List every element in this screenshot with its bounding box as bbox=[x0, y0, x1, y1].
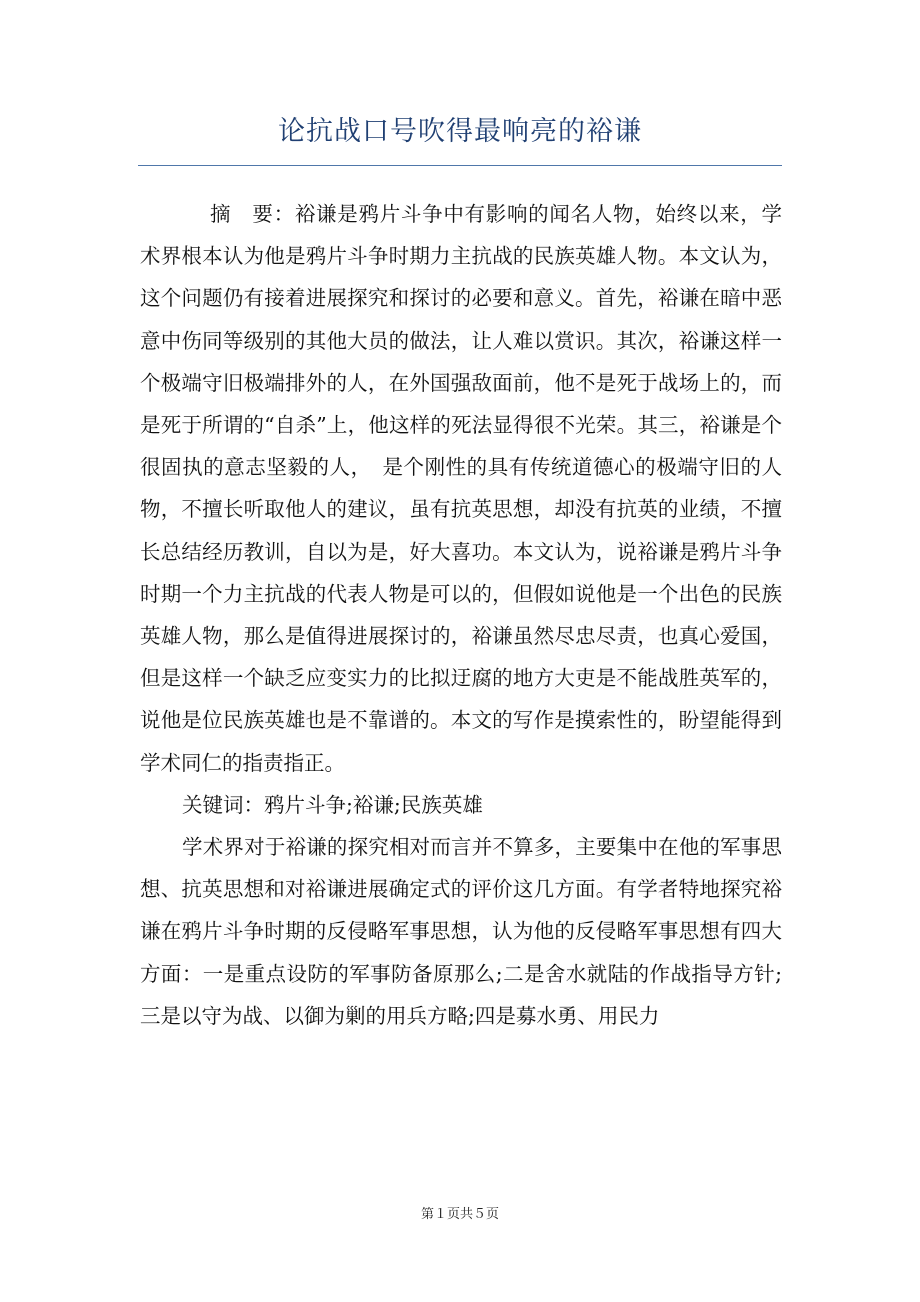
page-footer bbox=[0, 1206, 920, 1224]
document-body bbox=[140, 193, 782, 1037]
intro-paragraph: 学术界对于裕谦的探究相对而言并不算多，主要集中在他的军事思想、抗英思想和对裕谦进展确定式的评价这几方面。有学者特地探究裕谦在鸦片斗争时期的反侵略军事思想，认为他的反侵略军事思想有四大方面：一是重点设防的军事防备原那么;二是舍水就陆的作战指导方针;三是以守为战、以御为剿的用兵方略;四是募水勇、用民力 bbox=[140, 835, 782, 1028]
document-title: 论抗战口号吹得最响亮的裕谦 bbox=[278, 116, 642, 147]
abstract-paragraph: 摘 要：裕谦是鸦片斗争中有影响的闻名人物，始终以来，学术界根本认为他是鸦片斗争时期力主抗战的民族英雄人物。本文认为，这个问题仍有接着进展探究和探讨的必要和意义。首先，裕谦在暗中恶意中伤同等级别的其他大员的做法，让人难以赏识。其次，裕谦这样一个极端守旧极端排外的人，在外国强敌面前，他不是死于战场上的，而是死于所谓的“自杀”上，他这样的死法显得很不光荣。其三，裕谦是个很固执的意志坚毅的人， 是个刚性的具有传统道德心的极端守旧的人物，不擅长听取他人的建议，虽有抗英思想，却没有抗英的业绩，不擅长总结经历教训，自以为是，好大喜功。本文认为，说裕谦是鸦片斗争时期一个力主抗战的代表人物是可以的，但假如说他是一个出色的民族英雄人物，那么是值得进展探讨的，裕谦虽然尽忠尽责，也真心爱国，但是这样一个缺乏应变实力的比拟迂腐的地方大吏是不能战胜英军的，说他是位民族英雄也是不靠谱的。本文的写作是摸索性的，盼望能得到学术同仁的指责指正。 bbox=[140, 202, 782, 775]
page-number: 第１页 bbox=[420, 1207, 460, 1222]
title-divider bbox=[138, 165, 782, 166]
keywords-paragraph: 关键词：鸦片斗争;裕谦;民族英雄 bbox=[182, 792, 483, 817]
page-total: 共５页 bbox=[460, 1207, 500, 1222]
